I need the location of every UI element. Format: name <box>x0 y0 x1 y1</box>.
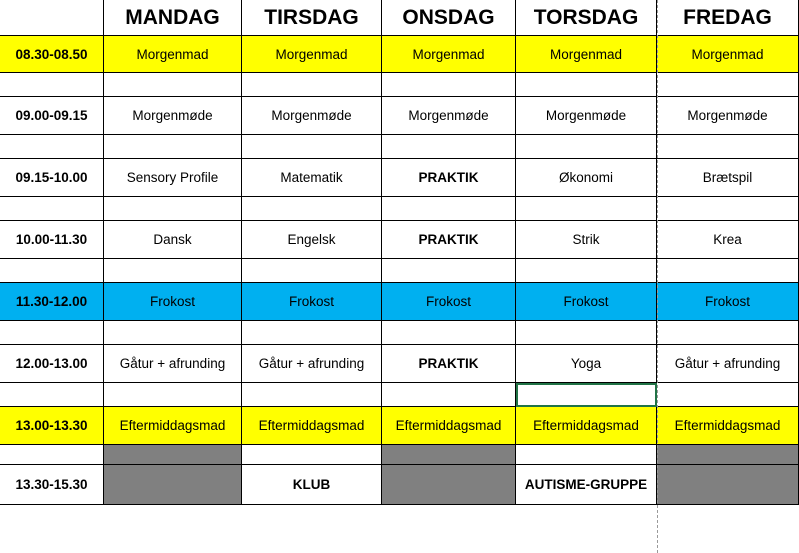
blocked-cell[interactable] <box>657 465 799 505</box>
activity-cell[interactable]: Dansk <box>104 221 242 259</box>
empty-cell[interactable] <box>242 321 382 345</box>
activity-cell[interactable]: Morgenmad <box>657 35 799 73</box>
empty-cell[interactable] <box>382 383 516 407</box>
empty-cell[interactable] <box>382 197 516 221</box>
blocked-cell[interactable] <box>382 445 516 465</box>
empty-cell[interactable] <box>382 73 516 97</box>
activity-cell[interactable]: PRAKTIK <box>382 159 516 197</box>
activity-cell[interactable]: Frokost <box>242 283 382 321</box>
empty-cell[interactable] <box>104 383 242 407</box>
empty-cell[interactable] <box>516 383 657 407</box>
spacer-cell[interactable] <box>0 73 104 97</box>
empty-cell[interactable] <box>657 73 799 97</box>
empty-cell[interactable] <box>242 445 382 465</box>
blocked-cell[interactable] <box>104 465 242 505</box>
time-slot-label[interactable]: 09.15-10.00 <box>0 159 104 197</box>
activity-cell[interactable]: Sensory Profile <box>104 159 242 197</box>
activity-cell[interactable]: Frokost <box>382 283 516 321</box>
empty-cell[interactable] <box>104 259 242 283</box>
empty-cell[interactable] <box>516 73 657 97</box>
empty-cell[interactable] <box>657 135 799 159</box>
time-slot-label[interactable]: 11.30-12.00 <box>0 283 104 321</box>
activity-cell[interactable]: KLUB <box>242 465 382 505</box>
empty-cell[interactable] <box>516 445 657 465</box>
activity-cell[interactable]: Morgenmøde <box>516 97 657 135</box>
day-header-onsdag[interactable]: ONSDAG <box>382 0 516 35</box>
empty-cell[interactable] <box>516 135 657 159</box>
empty-cell[interactable] <box>242 383 382 407</box>
empty-cell[interactable] <box>657 383 799 407</box>
activity-cell[interactable]: Eftermiddagsmad <box>382 407 516 445</box>
activity-cell[interactable]: Morgenmøde <box>657 97 799 135</box>
activity-cell[interactable]: Eftermiddagsmad <box>516 407 657 445</box>
activity-cell[interactable]: Morgenmøde <box>382 97 516 135</box>
activity-cell[interactable]: Gåtur + afrunding <box>242 345 382 383</box>
empty-cell[interactable] <box>242 259 382 283</box>
activity-cell[interactable]: Yoga <box>516 345 657 383</box>
empty-cell[interactable] <box>516 259 657 283</box>
blocked-cell[interactable] <box>382 465 516 505</box>
empty-cell[interactable] <box>104 321 242 345</box>
activity-cell[interactable]: Frokost <box>516 283 657 321</box>
spacer-cell[interactable] <box>0 383 104 407</box>
empty-cell[interactable] <box>242 197 382 221</box>
activity-cell[interactable]: AUTISME-GRUPPE <box>516 465 657 505</box>
activity-cell[interactable]: Matematik <box>242 159 382 197</box>
activity-cell[interactable]: Eftermiddagsmad <box>104 407 242 445</box>
activity-cell[interactable]: Morgenmøde <box>104 97 242 135</box>
blocked-cell[interactable] <box>657 445 799 465</box>
empty-cell[interactable] <box>104 135 242 159</box>
spacer-cell[interactable] <box>0 135 104 159</box>
activity-cell[interactable]: Engelsk <box>242 221 382 259</box>
activity-cell[interactable]: PRAKTIK <box>382 345 516 383</box>
empty-cell[interactable] <box>104 197 242 221</box>
activity-cell[interactable]: Frokost <box>657 283 799 321</box>
spacer-cell[interactable] <box>0 259 104 283</box>
activity-cell[interactable]: Morgenmad <box>104 35 242 73</box>
empty-cell[interactable] <box>516 197 657 221</box>
blocked-cell[interactable] <box>104 445 242 465</box>
activity-cell[interactable]: Gåtur + afrunding <box>657 345 799 383</box>
empty-cell[interactable] <box>657 197 799 221</box>
day-header-fredag[interactable]: FREDAG <box>657 0 799 35</box>
spacer-cell[interactable] <box>0 445 104 465</box>
day-header-mandag[interactable]: MANDAG <box>104 0 242 35</box>
spacer-cell[interactable] <box>0 197 104 221</box>
time-slot-label[interactable]: 10.00-11.30 <box>0 221 104 259</box>
empty-cell[interactable] <box>657 259 799 283</box>
activity-cell[interactable]: PRAKTIK <box>382 221 516 259</box>
activity-cell[interactable]: Strik <box>516 221 657 259</box>
activity-cell[interactable]: Morgenmad <box>382 35 516 73</box>
spacer-cell[interactable] <box>0 321 104 345</box>
activity-cell[interactable]: Eftermiddagsmad <box>242 407 382 445</box>
empty-cell[interactable] <box>382 321 516 345</box>
time-slot-label[interactable]: 13.30-15.30 <box>0 465 104 505</box>
empty-cell[interactable] <box>382 135 516 159</box>
activity-cell[interactable]: Gåtur + afrunding <box>104 345 242 383</box>
empty-cell[interactable] <box>242 135 382 159</box>
activity-cell[interactable]: Brætspil <box>657 159 799 197</box>
activity-cell[interactable]: Morgenmad <box>516 35 657 73</box>
time-slot-label[interactable]: 08.30-08.50 <box>0 35 104 73</box>
empty-cell[interactable] <box>382 259 516 283</box>
time-slot-label[interactable]: 13.00-13.30 <box>0 407 104 445</box>
day-header-torsdag[interactable]: TORSDAG <box>516 0 657 35</box>
empty-cell[interactable] <box>657 321 799 345</box>
empty-cell[interactable] <box>104 73 242 97</box>
activity-cell[interactable]: Morgenmad <box>242 35 382 73</box>
time-slot-label[interactable]: 12.00-13.00 <box>0 345 104 383</box>
activity-cell[interactable]: Morgenmøde <box>242 97 382 135</box>
activity-cell[interactable]: Eftermiddagsmad <box>657 407 799 445</box>
day-header-tirsdag[interactable]: TIRSDAG <box>242 0 382 35</box>
time-slot-label[interactable]: 09.00-09.15 <box>0 97 104 135</box>
empty-cell[interactable] <box>516 321 657 345</box>
empty-cell[interactable] <box>242 73 382 97</box>
activity-cell[interactable]: Krea <box>657 221 799 259</box>
activity-cell[interactable]: Økonomi <box>516 159 657 197</box>
corner-cell[interactable] <box>0 0 104 35</box>
activity-cell[interactable]: Frokost <box>104 283 242 321</box>
